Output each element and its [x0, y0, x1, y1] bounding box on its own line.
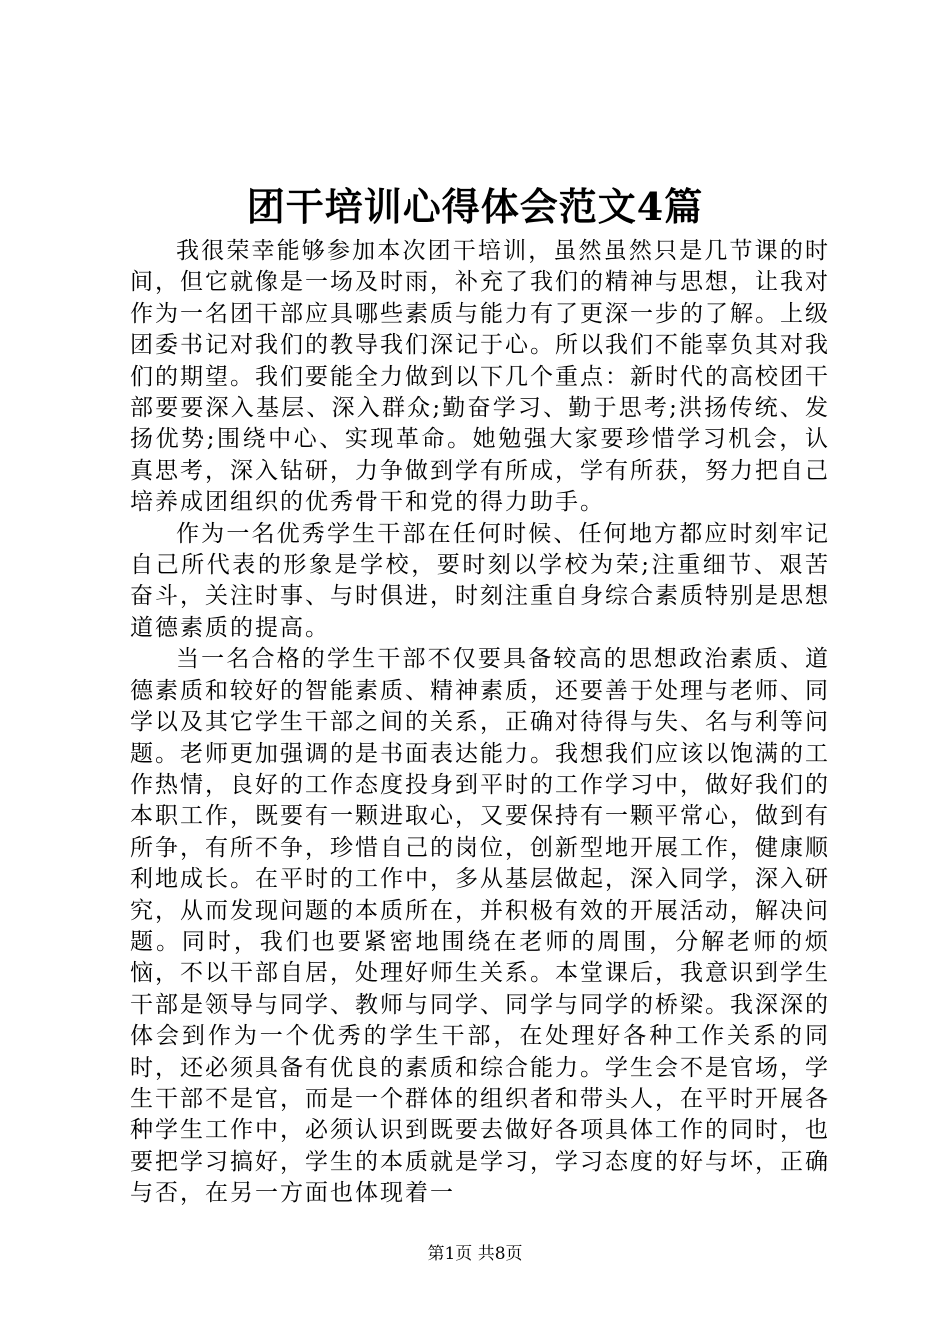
document-title: 团干培训心得体会范文4篇	[246, 184, 704, 229]
paragraph-2: 作为一名优秀学生干部在任何时候、任何地方都应时刻牢记自己所代表的形象是学校，要时刻以学校为荣;注重细节、艰苦奋斗，关注时事、与时俱进，时刻注重自身综合素质特别是思想道德素质的提高。	[130, 520, 830, 641]
document-body	[130, 236, 830, 1210]
paragraph-3: 当一名合格的学生干部不仅要具备较高的思想政治素质、道德素质和较好的智能素质、精神素质，还要善于处理与老师、同学以及其它学生干部之间的关系，正确对待得与失、名与利等问题。老师更加强调的是书面表达能力。我想我们应该以饱满的工作热情，良好的工作态度投身到平时的工作学习中，做好我们的本职工作，既要有一颗进取心，又要保持有一颗平常心，做到有所争，有所不争，珍惜自己的岗位，创新型地开展工作，健康顺利地成长。在平时的工作中，多从基层做起，深入同学，深入研究，从而发现问题的本质所在，并积极有效的开展活动，解决问题。同时，我们也要紧密地围绕在老师的周围，分解老师的烦恼，不以干部自居，处理好师生关系。本堂课后，我意识到学生干部是领导与同学、教师与同学、同学与同学的桥梁。我深深的体会到作为一个优秀的学生干部，在处理好各种工作关系的同时，还必须具备有优良的素质和综合能力。学生会不是官场，学生干部不是官，而是一个群体的组织者和带头人，在平时开展各种学生工作中，必须认识到既要去做好各项具体工作的同时，也要把学习搞好，学生的本质就是学习，学习态度的好与坏，正确与否，在另一方面也体现着一	[130, 646, 830, 1207]
page-number-footer: 第1页 共8页	[427, 1244, 523, 1264]
paragraph-1: 我很荣幸能够参加本次团干培训，虽然虽然只是几节课的时间，但它就像是一场及时雨，补充了我们的精神与思想，让我对作为一名团干部应具哪些素质与能力有了更深一步的了解。上级团委书记对我们的教导我们深记于心。所以我们不能辜负其对我们的期望。我们要能全力做到以下几个重点：新时代的高校团干部要要深入基层、深入群众;勤奋学习、勤于思考;洪扬传统、发扬优势;围绕中心、实现革命。她勉强大家要珍惜学习机会，认真思考，深入钻研，力争做到学有所成，学有所获，努力把自己培养成团组织的优秀骨干和党的得力助手。	[130, 238, 830, 516]
